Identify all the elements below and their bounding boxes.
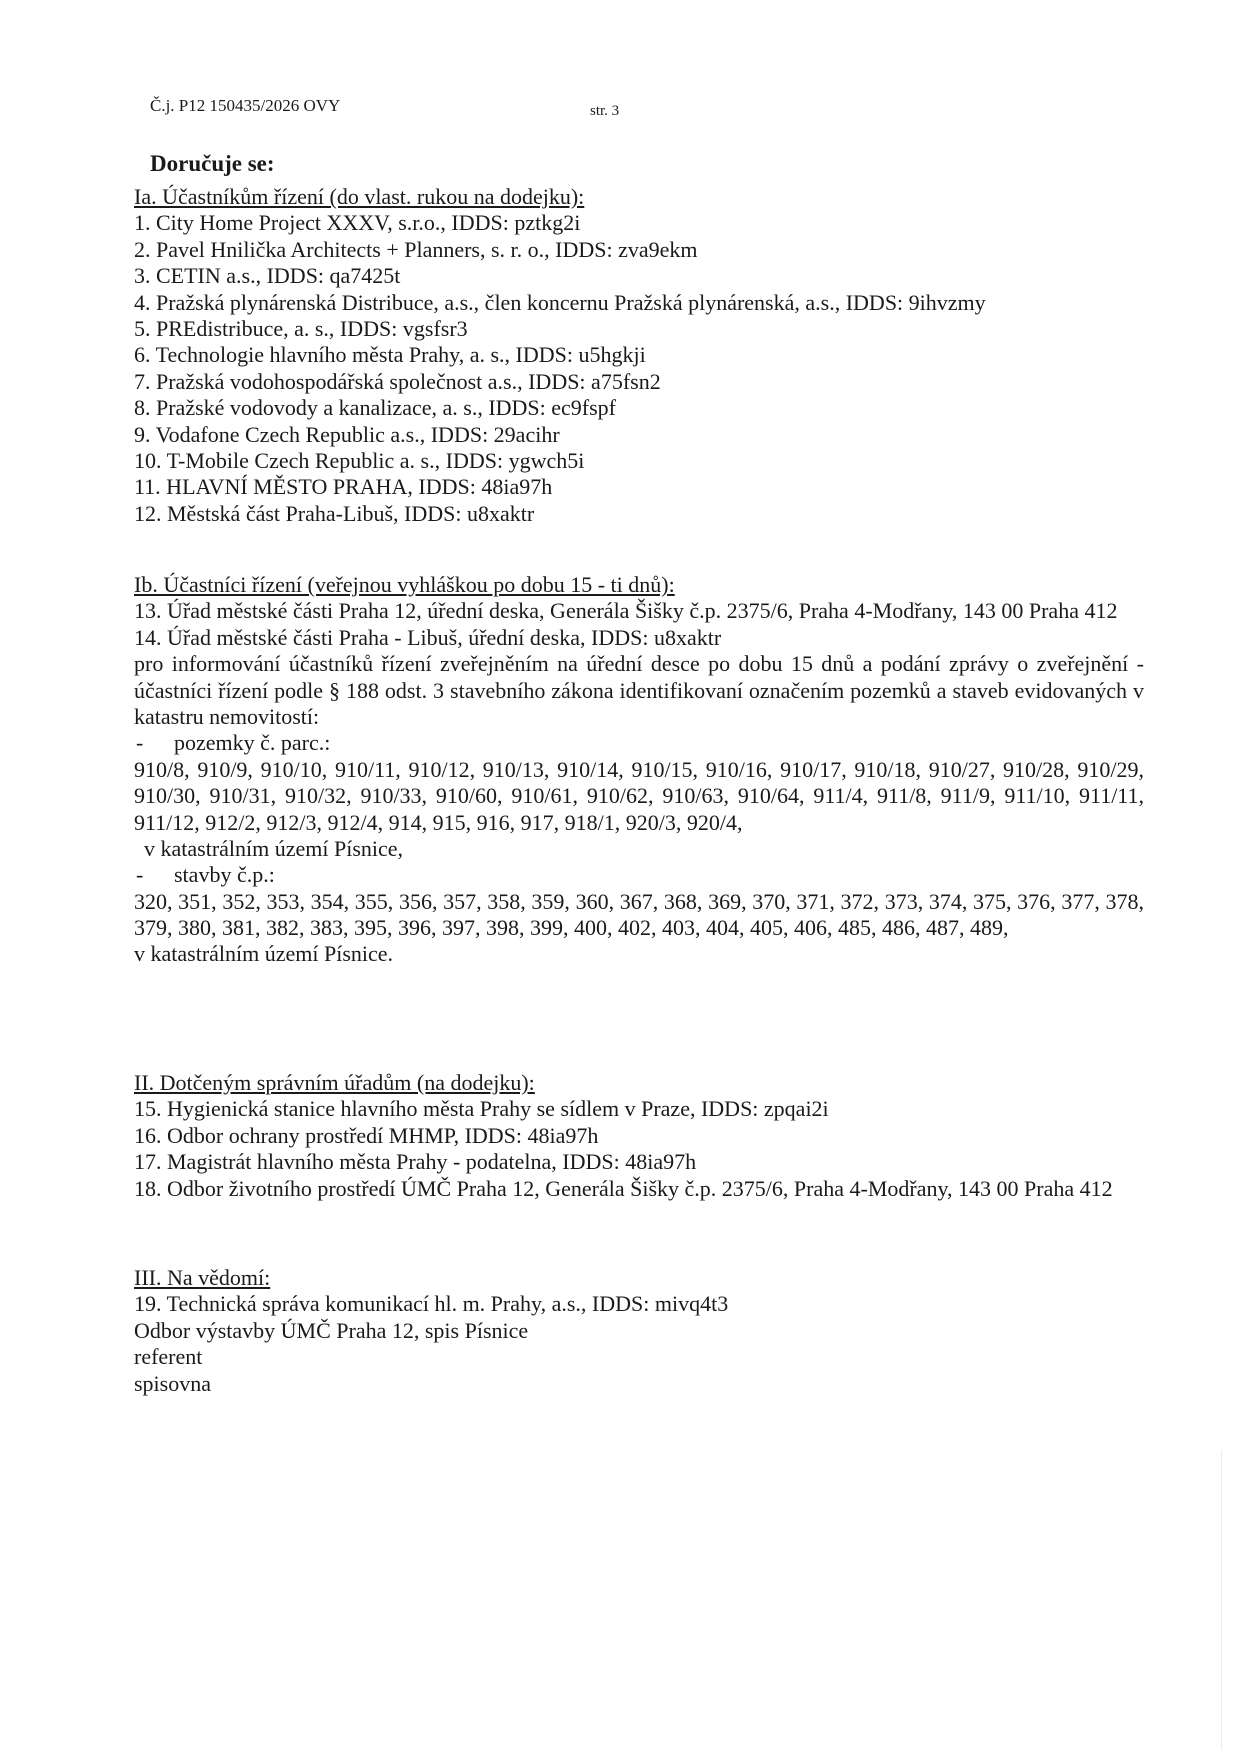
buildings-label-line xyxy=(134,862,1144,888)
section-ib-heading: Ib. Účastníci řízení (veřejnou vyhláškou po dobu 15 - ti dnů): xyxy=(134,572,675,597)
section-ii-heading: II. Dotčeným správním úřadům (na dodejku): xyxy=(134,1070,535,1095)
page-number: str. 3 xyxy=(590,103,620,119)
parcels-cadastral-area: v katastrálním území Písnice, xyxy=(144,835,404,861)
section-ii xyxy=(134,1070,1144,1202)
list-item: spisovna xyxy=(134,1370,211,1396)
list-item: 6. Technologie hlavního města Prahy, a. s., IDDS: u5hgkji xyxy=(134,342,646,368)
list-item: 5. PREdistribuce, a. s., IDDS: vgsfsr3 xyxy=(134,315,468,341)
section-ia xyxy=(134,184,1144,527)
list-item: 15. Hygienická stanice hlavního města Prahy se sídlem v Praze, IDDS: zpqai2i xyxy=(134,1096,829,1122)
section-iii xyxy=(134,1265,1144,1397)
list-item: Odbor výstavby ÚMČ Praha 12, spis Písnice xyxy=(134,1317,529,1343)
list-item: 13. Úřad městské části Praha 12, úřední deska, Generála Šišky č.p. 2375/6, Praha 4-Modřany, 143 00 Praha 412 xyxy=(134,598,1118,624)
list-item: 14. Úřad městské části Praha - Libuš, úřední deska, IDDS: u8xaktr xyxy=(134,624,722,650)
buildings-cadastral-area: v katastrálním území Písnice. xyxy=(134,941,394,967)
list-item: 3. CETIN a.s., IDDS: qa7425t xyxy=(134,263,401,289)
list-item: 1. City Home Project XXXV, s.r.o., IDDS: pztkg2i xyxy=(134,210,581,236)
list-item: 19. Technická správa komunikací hl. m. Prahy, a.s., IDDS: mivq4t3 xyxy=(134,1291,729,1317)
parcels-label-line xyxy=(134,730,1144,756)
list-item: 8. Pražské vodovody a kanalizace, a. s., IDDS: ec9fspf xyxy=(134,395,617,421)
list-item: 18. Odbor životního prostředí ÚMČ Praha 12, Generála Šišky č.p. 2375/6, Praha 4-Modřany, 143 00 Praha 412 xyxy=(134,1175,1113,1201)
list-item: 17. Magistrát hlavního města Prahy - podatelna, IDDS: 48ia97h xyxy=(134,1149,697,1175)
list-item: 9. Vodafone Czech Republic a.s., IDDS: 29acihr xyxy=(134,421,560,447)
list-item: 10. T-Mobile Czech Republic a. s., IDDS: ygwch5i xyxy=(134,447,585,473)
list-item: referent xyxy=(134,1344,203,1370)
list-item: 11. HLAVNÍ MĚSTO PRAHA, IDDS: 48ia97h xyxy=(134,474,553,500)
section-ib xyxy=(134,572,1144,968)
dash-bullet: - xyxy=(136,730,144,756)
list-item: 7. Pražská vodohospodářská společnost a.s., IDDS: a75fsn2 xyxy=(134,368,661,394)
section-iii-heading: III. Na vědomí: xyxy=(134,1265,271,1290)
building-numbers: 320, 351, 352, 353, 354, 355, 356, 357, 358, 359, 360, 367, 368, 369, 370, 371, 372, 373, 374, 375, 376, 377, 378, 379, 380, 381, 382, 383, 395, 396, 397, 398, 399, 400, 402, 403, 404, 405, 406, 485, 486, 487, 489, xyxy=(134,888,1144,941)
list-item: 4. Pražská plynárenská Distribuce, a.s., člen koncernu Pražská plynárenská, a.s., IDDS: 9ihvzmy xyxy=(134,289,986,315)
notice-paragraph: pro informování účastníků řízení zveřejněním na úřední desce po dobu 15 dnů a podání zprávy o zveřejnění - účastníci řízení podle § 188 odst. 3 stavebního zákona identifikovaní označením pozemků a staveb evidovaných v katastru nemovitostí: xyxy=(134,651,1144,729)
buildings-label: stavby č.p.: xyxy=(174,862,275,888)
parcels-label: pozemky č. parc.: xyxy=(174,730,331,756)
scan-edge-line xyxy=(1221,1450,1222,1750)
parcel-numbers: 910/8, 910/9, 910/10, 910/11, 910/12, 910/13, 910/14, 910/15, 910/16, 910/17, 910/18, 910/27, 910/28, 910/29, 910/30, 910/31, 910/32, 910/33, 910/60, 910/61, 910/62, 910/63, 910/64, 911/4, 911/8, 911/9, 911/10, 911/11, 911/12, 912/2, 912/3, 912/4, 914, 915, 916, 917, 918/1, 920/3, 920/4, xyxy=(134,756,1144,835)
list-item: 12. Městská část Praha-Libuš, IDDS: u8xaktr xyxy=(134,500,535,526)
list-item: 2. Pavel Hnilička Architects + Planners, s. r. o., IDDS: zva9ekm xyxy=(134,236,698,262)
section-ia-heading: Ia. Účastníkům řízení (do vlast. rukou na dodejku): xyxy=(134,184,585,209)
list-item: 16. Odbor ochrany prostředí MHMP, IDDS: 48ia97h xyxy=(134,1122,599,1148)
delivery-title: Doručuje se: xyxy=(150,151,275,176)
reference-number: Č.j. P12 150435/2026 OVY xyxy=(150,96,341,115)
dash-bullet: - xyxy=(136,862,144,888)
